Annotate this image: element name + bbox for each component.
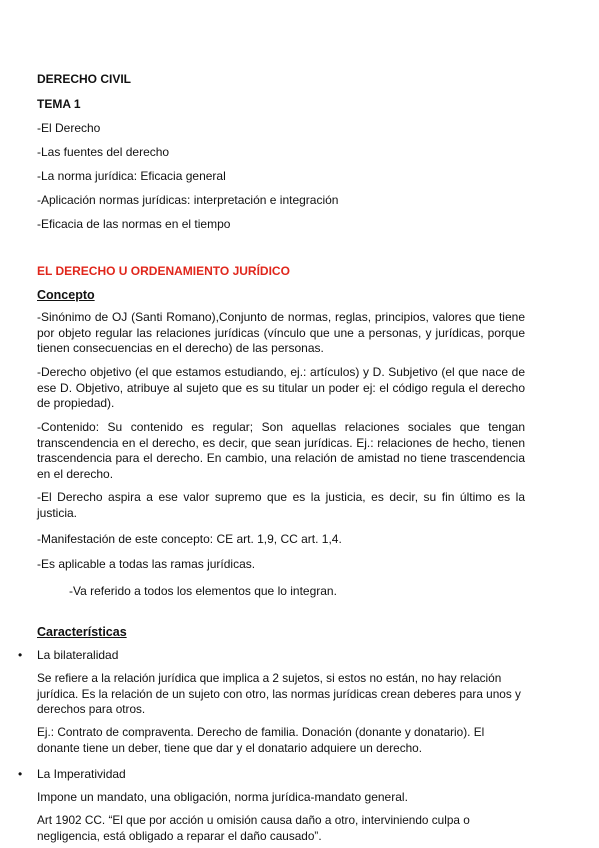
caracteristicas-heading: Características bbox=[37, 625, 127, 639]
section-heading: EL DERECHO U ORDENAMIENTO JURÍDICO bbox=[37, 264, 290, 278]
bullet-item: La bilateralidad bbox=[37, 648, 119, 662]
topic-item: -Aplicación normas jurídicas: interpretación e integración bbox=[37, 193, 339, 207]
concepto-paragraph: -Sinónimo de OJ (Santi Romano),Conjunto de normas, reglas, principios, valores que tiene por objeto regular las relaciones jurídicas (vínculo que une a personas, y jurídicas, porque tienen consecuencias en el derecho) de las personas. bbox=[37, 310, 525, 355]
bullet-item: La Imperatividad bbox=[37, 767, 126, 781]
imperatividad-text: Impone un mandato, una obligación, norma jurídica-mandato general. bbox=[37, 790, 408, 804]
bilateralidad-example: Ej.: Contrato de compraventa. Derecho de familia. Donación (donante y donatario). El donante tiene un deber, tiene que dar y el donatario adquiere un derecho. bbox=[37, 725, 485, 755]
concepto-paragraph: -El Derecho aspira a ese valor supremo que es la justicia, es decir, su fin último es la justicia. bbox=[37, 490, 525, 520]
concepto-paragraph: -Manifestación de este concepto: CE art. 1,9, CC art. 1,4. bbox=[37, 532, 342, 546]
imperatividad-example: Art 1902 CC. “El que por acción u omisión causa daño a otro, interviniendo culpa o negligencia, está obligado a reparar el daño causado”. bbox=[37, 813, 470, 843]
topic-item: -Las fuentes del derecho bbox=[37, 145, 170, 159]
topic-item: -El Derecho bbox=[37, 121, 101, 135]
topic-item: -La norma jurídica: Eficacia general bbox=[37, 169, 226, 183]
concepto-paragraph: -Derecho objetivo (el que estamos estudiando, ej.: artículos) y D. Subjetivo (el que nace de ese D. Objetivo, atribuye al sujeto que es su titular un poder ej: el código regula el derecho de propiedad). bbox=[37, 365, 525, 410]
concepto-paragraph: -Es aplicable a todas las ramas jurídicas. bbox=[37, 557, 256, 571]
topic-item: -Eficacia de las normas en el tiempo bbox=[37, 217, 231, 231]
bullet-icon: • bbox=[18, 767, 23, 781]
concepto-heading: Concepto bbox=[37, 288, 95, 302]
concepto-indented: -Va referido a todos los elementos que lo integran. bbox=[69, 584, 337, 598]
bullet-icon: • bbox=[18, 648, 23, 662]
concepto-paragraph: -Contenido: Su contenido es regular; Son aquellas relaciones sociales que tengan transcendencia en el derecho, es decir, que sean jurídicas. Ej.: relaciones de hecho, tienen trascendencia para el derecho. En cambio, una relación de amistad no tiene trascendencia en el derecho. bbox=[37, 420, 525, 481]
document-title: DERECHO CIVIL bbox=[37, 72, 132, 86]
bilateralidad-text: Se refiere a la relación jurídica que implica a 2 sujetos, si estos no están, no hay relación jurídica. Es la relación de un sujeto con otro, las normas jurídicas crean deberes para unos y derechos para otros. bbox=[37, 671, 521, 716]
document-subtitle: TEMA 1 bbox=[37, 97, 81, 111]
